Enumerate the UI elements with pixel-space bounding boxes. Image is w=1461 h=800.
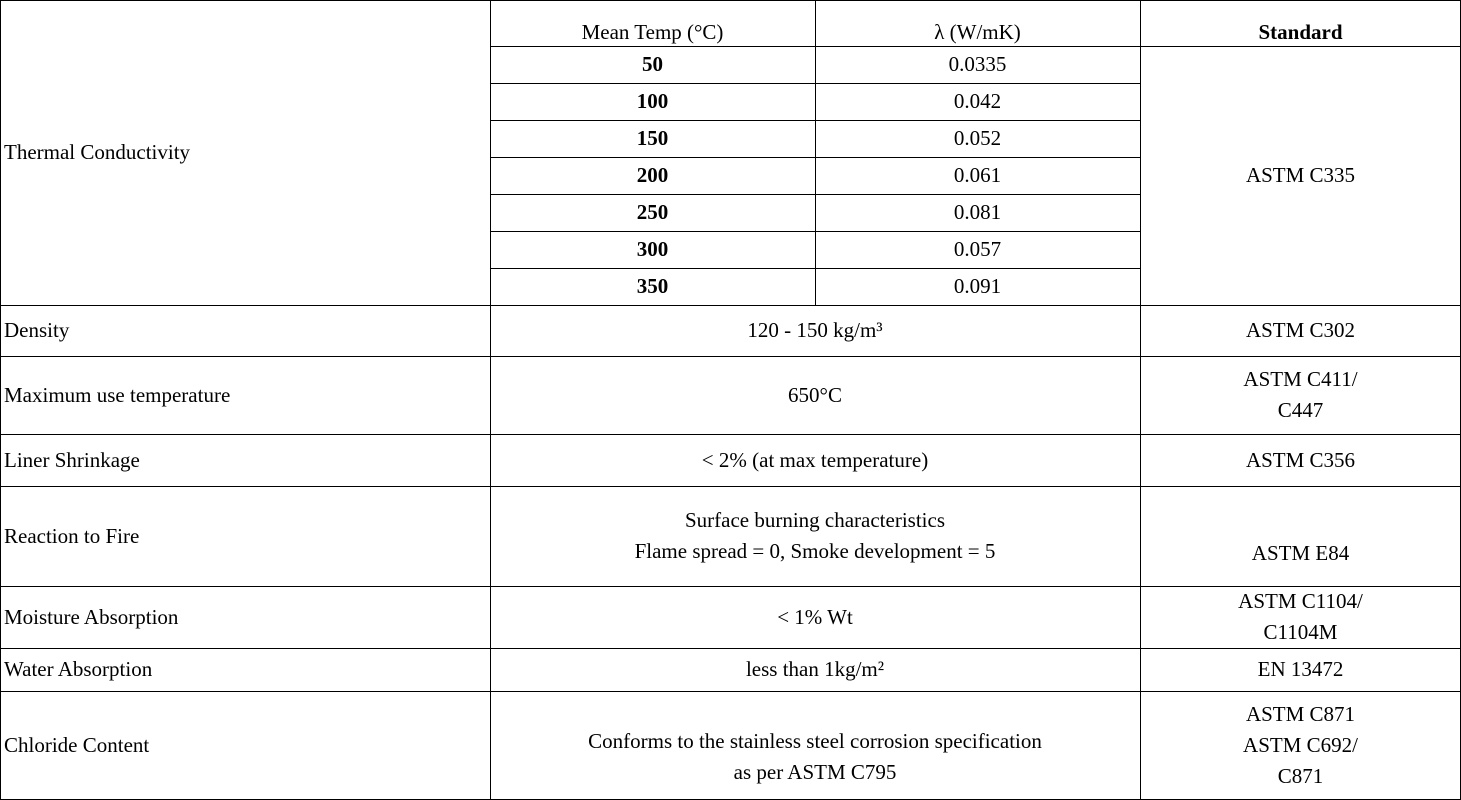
shrinkage-label: Liner Shrinkage <box>4 447 140 472</box>
grid-line <box>0 691 1461 692</box>
chloride-standard-line: ASTM C692/ <box>1243 733 1358 757</box>
lambda-cell: 0.061 <box>953 163 1002 187</box>
temp-cell: 250 <box>636 200 669 224</box>
temp-cell: 150 <box>636 126 669 150</box>
density-value: 120 - 150 kg/m³ <box>747 318 883 342</box>
chloride-standard-line: ASTM C871 <box>1245 702 1356 726</box>
lambda-cell: 0.042 <box>953 89 1002 113</box>
max-temp-standard-line: C447 <box>1277 398 1324 422</box>
temp-cell: 300 <box>636 237 669 261</box>
max-temp-standard-line: ASTM C411/ <box>1243 367 1358 391</box>
chloride-label: Chloride Content <box>4 733 150 757</box>
temp-cell: 200 <box>636 163 669 187</box>
water-value: less than 1kg/m² <box>745 657 885 681</box>
grid-line <box>1140 0 1141 800</box>
water-standard: EN 13472 <box>1257 657 1344 681</box>
fire-label: Reaction to Fire <box>4 523 140 548</box>
chloride-value-line: Conforms to the stainless steel corrosion specification <box>588 729 1042 753</box>
grid-line <box>0 586 1461 587</box>
moisture-value: < 1% Wt <box>777 604 853 629</box>
lambda-cell: 0.0335 <box>948 52 1007 76</box>
grid-line <box>0 648 1461 649</box>
fire-value-line: Surface burning characteristics <box>684 508 946 532</box>
moisture-standard-line: ASTM C1104/ <box>1238 589 1363 613</box>
density-label: Density <box>4 318 70 342</box>
moisture-standard-line: C1104M <box>1263 620 1338 644</box>
header-mean-temp: Mean Temp (°C) <box>581 19 724 44</box>
grid-line <box>0 486 1461 487</box>
fire-value-line: Flame spread = 0, Smoke development = 5 <box>634 539 996 563</box>
grid-line <box>0 0 1461 1</box>
density-standard: ASTM C302 <box>1245 318 1356 342</box>
temp-cell: 350 <box>636 274 669 298</box>
grid-line <box>815 0 816 305</box>
shrinkage-standard: ASTM C356 <box>1245 447 1356 472</box>
thermal-conductivity-label: Thermal Conductivity <box>4 140 191 164</box>
max-temp-label: Maximum use temperature <box>4 382 231 407</box>
grid-line <box>0 434 1461 435</box>
grid-line <box>0 305 1461 306</box>
chloride-standard-line: C871 <box>1277 764 1324 788</box>
lambda-cell: 0.057 <box>953 237 1002 261</box>
fire-value <box>490 486 1140 586</box>
header-standard: Standard <box>1258 19 1343 44</box>
chloride-value <box>490 691 1140 800</box>
thermal-standard: ASTM C335 <box>1245 163 1356 187</box>
temp-cell: 50 <box>642 52 663 76</box>
temp-cell: 100 <box>636 89 669 113</box>
fire-standard: ASTM E84 <box>1251 540 1350 565</box>
moisture-label: Moisture Absorption <box>4 604 179 629</box>
grid-line <box>490 0 491 800</box>
shrinkage-value: < 2% (at max temperature) <box>701 447 929 472</box>
max-temp-standard <box>1140 356 1461 434</box>
moisture-standard <box>1140 586 1461 648</box>
grid-line <box>0 0 1 800</box>
header-lambda: λ (W/mK) <box>934 19 1021 44</box>
lambda-cell: 0.091 <box>953 274 1002 298</box>
water-label: Water Absorption <box>4 657 153 681</box>
lambda-cell: 0.052 <box>953 126 1002 150</box>
grid-line <box>490 46 1461 47</box>
chloride-value-line: as per ASTM C795 <box>733 760 897 784</box>
grid-line <box>0 356 1461 357</box>
lambda-cell: 0.081 <box>953 200 1002 224</box>
max-temp-value: 650°C <box>788 382 842 407</box>
chloride-standard <box>1140 691 1461 800</box>
